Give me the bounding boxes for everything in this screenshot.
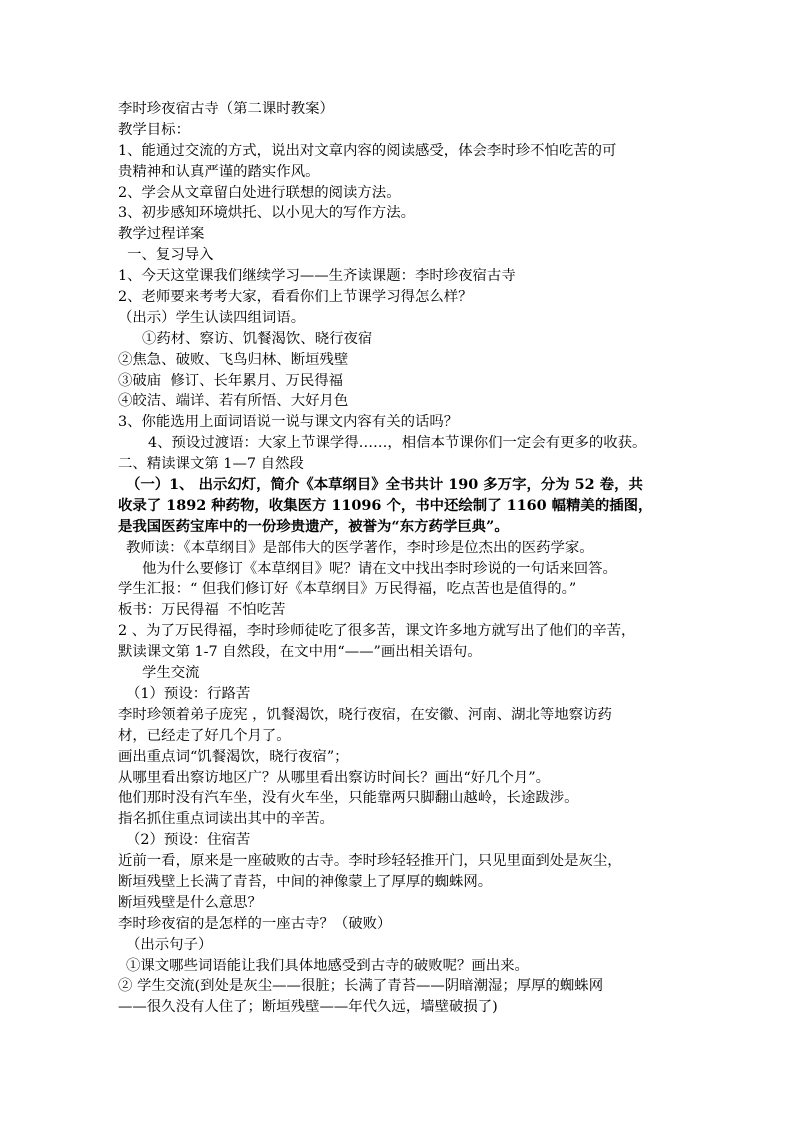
text-line: 2、学会从文章留白处进行联想的阅读方法。 (118, 184, 401, 201)
text-line: ③破庙 修订、长年累月、万民得福 (118, 372, 344, 389)
doc-title: 李时珍夜宿古寺（第二课时教案） (118, 101, 334, 117)
text-line: （2）预设：住宿苦 (126, 832, 251, 849)
text-line: 他们那时没有汽车坐，没有火车坐，只能靠两只脚翻山越岭，长途跋涉。 (118, 790, 579, 807)
text-line: 1、能通过交流的方式，说出对文章内容的阅读感受，体会李时珍不怕吃苦的可 (118, 142, 617, 159)
text-line: 指名抓住重点词读出其中的辛苦。 (118, 811, 334, 828)
text-line: 从哪里看出察访地区广？从哪里看出察访时间长？画出“好几个月”。 (118, 769, 551, 786)
document-page (118, 99, 693, 1018)
text-line: 他为什么要修订《本草纲目》呢？请在文中找出李时珍说的一句话来回答。 (142, 560, 617, 577)
text-line: （1）预设：行路苦 (126, 685, 251, 702)
text-line: 二、精读课文第 1—7 自然段 (118, 456, 304, 473)
text-line: 2、老师要来考考大家，看看你们上节课学习得怎么样？ (118, 289, 473, 306)
text-line: （出示句子） (126, 936, 213, 953)
text-line: 断垣残壁是什么意思？ (118, 894, 262, 911)
text-line-bold: （一）1、 出示幻灯，简介《本草纲目》全书共计 190 多万字，分为 52 卷，共 (126, 476, 643, 494)
text-line: 默读课文第 1-7 自然段，在文中用“——”画出相关语句。 (118, 644, 482, 661)
text-line: 一、复习导入 (118, 247, 214, 264)
text-line: 李时珍领着弟子庞宪 ，饥餐渴饮，晓行夜宿，在安徽、河南、湖北等地察访药 (118, 706, 612, 723)
text-line: ①药材、察访、饥餐渴饮、晓行夜宿 (142, 330, 373, 347)
text-line-bold: 是我国医药宝库中的一份珍贵遗产，被誉为“东方药学巨典”。 (118, 517, 509, 535)
text-line: 近前一看，原来是一座破败的古寺。李时珍轻轻推开门，只见里面到处是灰尘， (118, 853, 622, 870)
text-line: 李时珍夜宿的是怎样的一座古寺？（破败） (118, 915, 392, 932)
text-line: ②焦急、破败、飞鸟归林、断垣残壁 (118, 351, 349, 368)
text-line: 贵精神和认真严谨的踏实作风。 (118, 163, 320, 180)
text-line: ①课文哪些词语能让我们具体地感受到古寺的破败呢？画出来。 (126, 957, 529, 974)
text-line: ——很久没有人住了；断垣残壁——年代久远，墙壁破损了) (118, 999, 498, 1016)
text-line: ② 学生交流(到处是灰尘——很脏；长满了青苔——阴暗潮湿；厚厚的蜘蛛网 (118, 978, 604, 995)
text-line: 教师读：《本草纲目》是部伟大的医学著作，李时珍是位杰出的医药学家。 (126, 539, 594, 556)
section-heading-objectives: 教学目标： (118, 121, 190, 138)
text-line: 2 、为了万民得福，李时珍师徒吃了很多苦，课文许多地方就写出了他们的辛苦， (118, 623, 636, 640)
text-line: 学生交流 (142, 665, 200, 682)
text-line: 3、初步感知环境烘托、以小见大的写作方法。 (118, 205, 415, 222)
text-line: ④皎洁、端详、若有所悟、大好月色 (118, 393, 349, 410)
text-line: 断垣残壁上长满了青苔，中间的神像蒙上了厚厚的蜘蛛网。 (118, 873, 493, 890)
text-line: 材，已经走了好几个月了。 (118, 727, 291, 744)
text-line: 1、今天这堂课我们继续学习——生齐读课题：李时珍夜宿古寺 (118, 268, 516, 285)
text-line: 4、预设过渡语：大家上节课学得……，相信本节课你们一定会有更多的收获。 (148, 435, 647, 452)
text-line-bold: 收录了 1892 种药物，收集医方 11096 个，书中还绘制了 1160 幅精美的插图， (118, 496, 653, 514)
text-line: 3、你能选用上面词语说一说与课文内容有关的话吗？ (118, 414, 459, 431)
section-heading-process: 教学过程详案 (118, 226, 205, 243)
text-line: （出示）学生认读四组词语。 (118, 309, 306, 326)
text-line: 学生汇报：“ 但我们修订好《本草纲目》万民得福，吃点苦也是值得的。” (118, 581, 577, 598)
text-line: 画出重点词“饥餐渴饮，晓行夜宿”； (118, 748, 349, 765)
text-line: 板书：万民得福 不怕吃苦 (118, 602, 286, 619)
